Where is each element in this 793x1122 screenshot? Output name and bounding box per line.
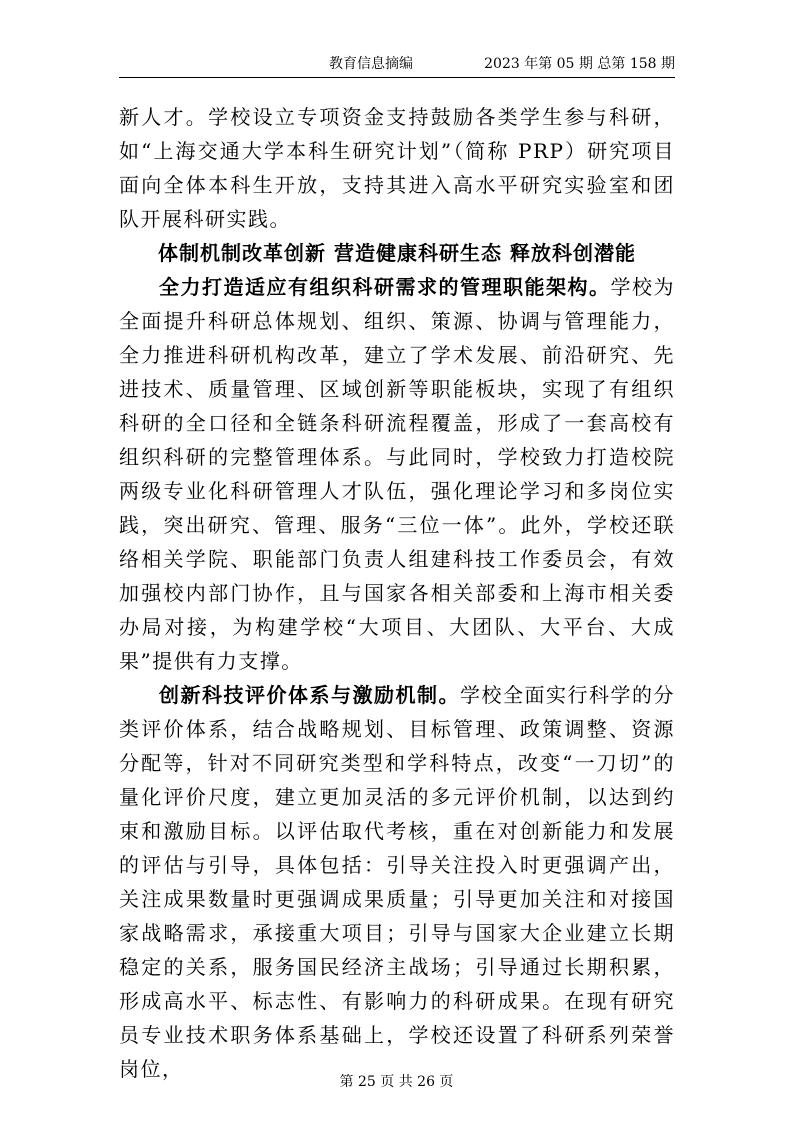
paragraph-management [119, 270, 675, 678]
page-header [119, 55, 675, 78]
issue-number: 2023 年第 05 期 总第 158 期 [484, 56, 675, 72]
paragraph-continuation: 新人才。学校设立专项资金支持鼓励各类学生参与科研，如“上海交通大学本科生研究计划”（简称 PRP）研究项目面向全体本科生开放，支持其进入高水平研究实验室和团队开展科研实践。 [119, 105, 675, 231]
page-number: 第 25 页 共 26 页 [339, 1074, 454, 1090]
publication-title: 教育信息摘编 [329, 56, 413, 72]
article-body [119, 100, 675, 1086]
paragraph-evaluation [119, 678, 675, 1086]
page-footer [0, 1073, 793, 1091]
paragraph-lead: 创新科技评价体系与激励机制。 [159, 683, 460, 707]
paragraph-lead: 全力打造适应有组织科研需求的管理职能架构。 [159, 275, 611, 299]
paragraph-text: 学校全面实行科学的分类评价体系，结合战略规划、目标管理、政策调整、资源分配等，针对不同研究类型和学科特点，改变“一刀切”的量化评价尺度，建立更加灵活的多元评价机制，以达到约束和激励目标。以评估取代考核，重在对创新能力和发展的评估与引导，具体包括：引导关注投入时更强调产出，关注成果数量时更强调成果质量；引导更加关注和对接国家战略需求，承接重大项目；引导与国家大企业建立长期稳定的关系，服务国民经济主战场；引导通过长期积累，形成高水平、标志性、有影响力的科研成果。在现有研究员专业技术职务体系基础上，学校还设置了科研系列荣誉岗位， [119, 683, 675, 1081]
section-heading: 体制机制改革创新 营造健康科研生态 释放科创潜能 [158, 241, 636, 265]
paragraph-text: 学校为全面提升科研总体规划、组织、策源、协调与管理能力，全力推进科研机构改革，建立了学术发展、前沿研究、先进技术、质量管理、区域创新等职能板块，实现了有组织科研的全口径和全链条科研流程覆盖，形成了一套高校有组织科研的完整管理体系。与此同时，学校致力打造校院两级专业化科研管理人才队伍，强化理论学习和多岗位实践，突出研究、管理、服务“三位一体”。此外，学校还联络相关学院、职能部门负责人组建科技工作委员会，有效加强校内部门协作，且与国家各相关部委和上海市相关委办局对接，为构建学校“大项目、大团队、大平台、大成果”提供有力支撑。 [119, 275, 675, 673]
